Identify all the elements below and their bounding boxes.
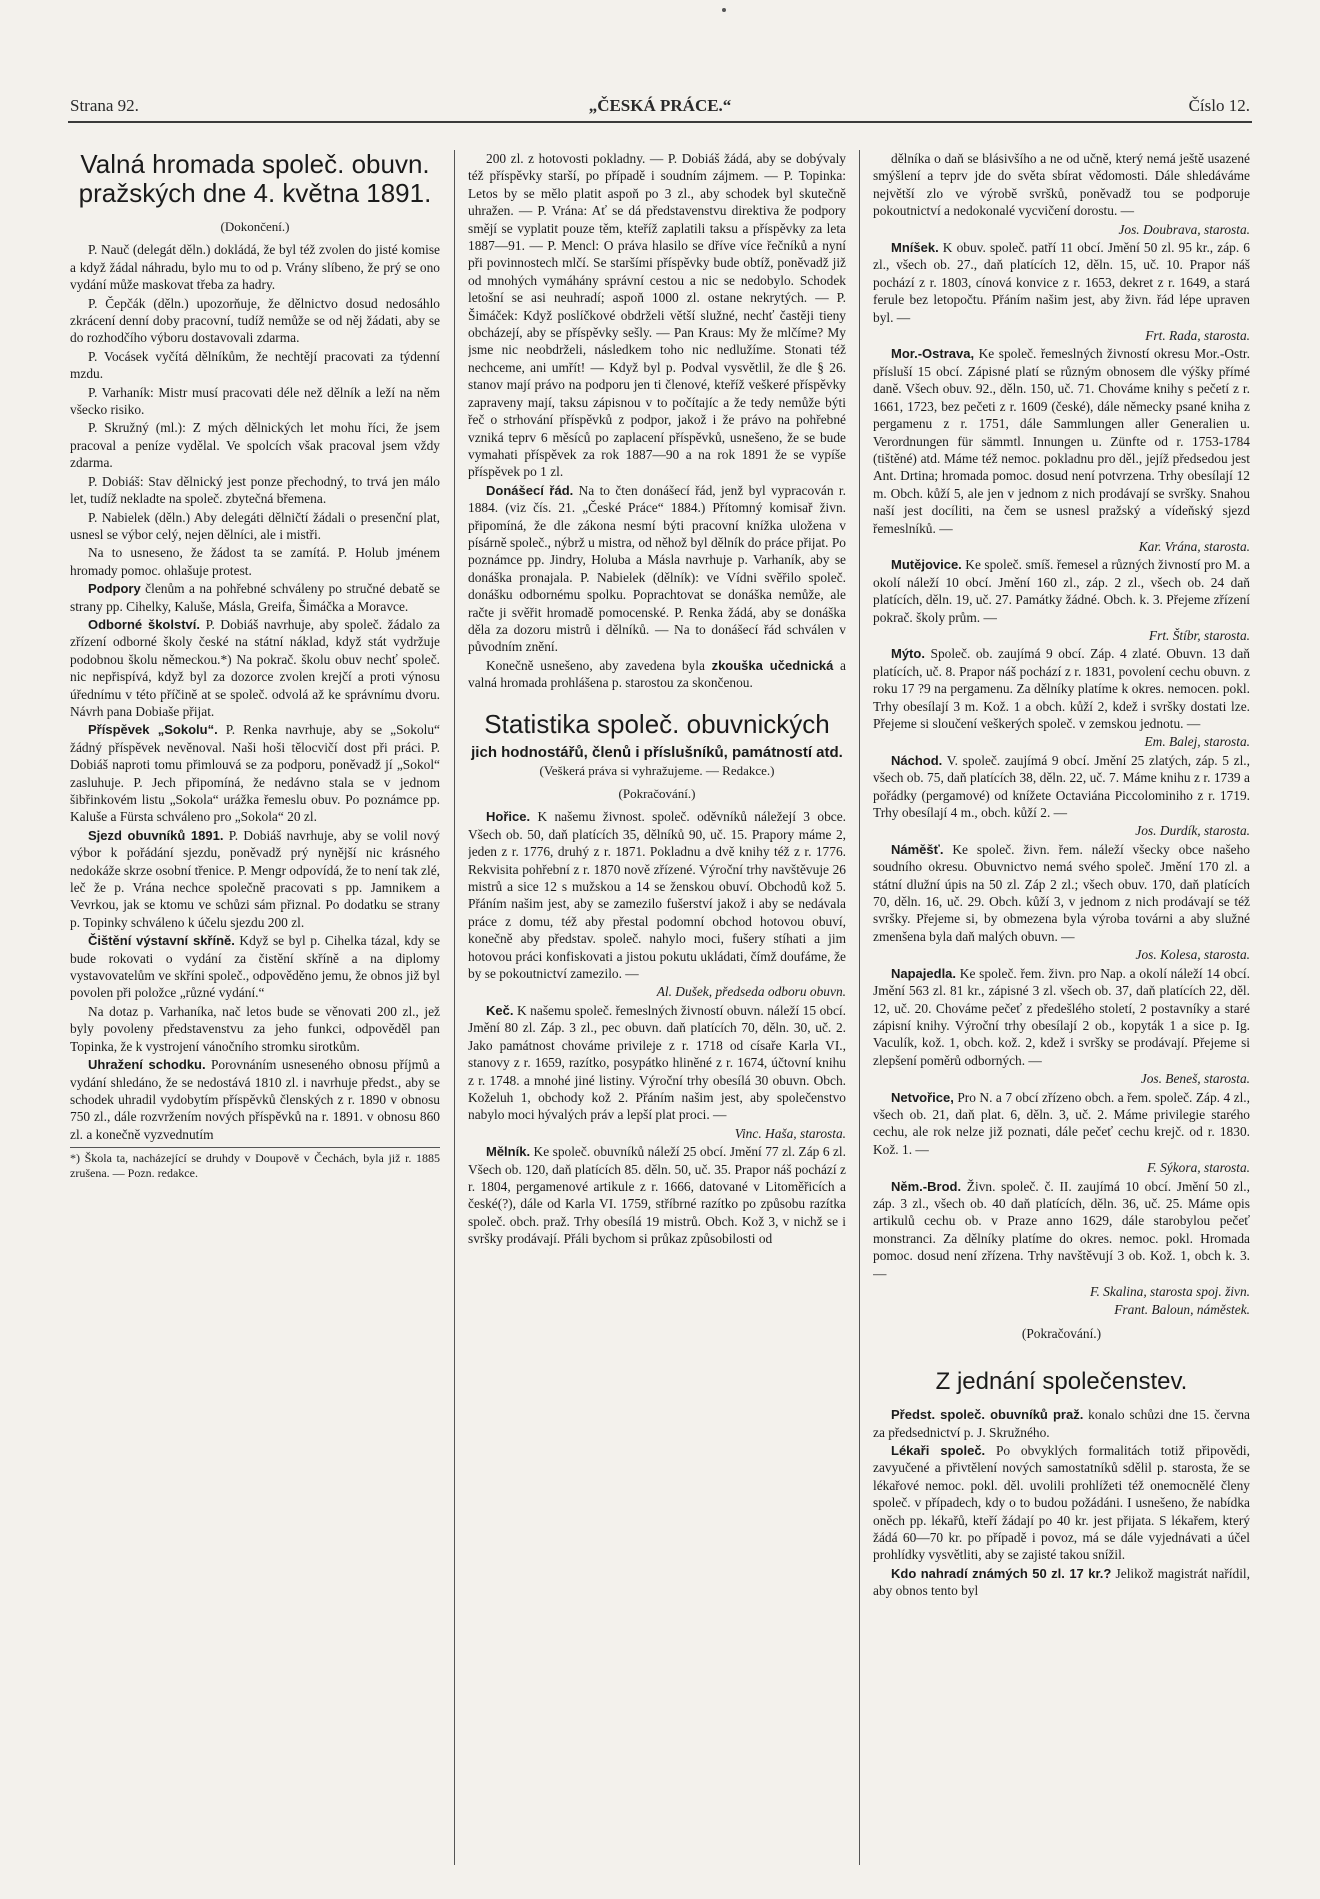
statistics-entries bbox=[873, 239, 1250, 1300]
paragraph: P. Nabielek (děln.) Aby delegáti dělničtí žádali o presenční plat, usnesl se výbor celý, nejen dělníci, ale i mistři. bbox=[70, 509, 440, 542]
skrin-paragraph bbox=[70, 932, 440, 1002]
column-divider-1 bbox=[454, 150, 455, 1865]
proceedings-entry bbox=[873, 1565, 1250, 1600]
proceedings-heading: Lékaři společ. bbox=[891, 1443, 986, 1459]
zkouska-pre: Konečně usnešeno, aby zavedena byla bbox=[486, 657, 712, 673]
entry-text: K našemu živnost. společ. oděvníků náležejí 3 obce. Všech ob. 50, daň platících 35, dělníků 90, uč. 15. Prapory máme 2, jeden z r. 1776, druhý z r. 1871. Pokladnu a dvě knihy též z r. 1776. Rekvisita pohřební z r. 1870 nově zřízené. Výroční trhy navštěvuje 26 mistrů a sice 12 s mužskou a 14 se ženskou obuví. Obchodů kož 5. Přáním našim jest, aby se zamezilo fušerství jakož i aby se nedávala práce z domu, též aby přestal podomní obchod hotovou obuví, konečně aby představ. společ. nahylo moci, fušery stíhati a jim hotovou práci konfiskovati a jistou pokutu ukládati, čímž doufáme, že by se pokoutnictví zamezilo. — bbox=[468, 809, 846, 982]
entry-signature: Em. Balej, starosta. bbox=[1144, 734, 1250, 750]
signature: Jos. Doubrava, starosta. bbox=[1118, 221, 1250, 237]
entry-text: Ke společ. smíš. řemesel a různých živností pro M. a okolí náleží 10 obcí. Jmění 160 zl., záp. 2 zl., všech ob. 24 daň platících, děln. 19, uč. 27. Památky žádné. Obch. k. 3. Přejeme zřízení pokrač. školy prům. — bbox=[873, 557, 1250, 625]
continued-note: (Pokračování.) bbox=[618, 786, 696, 801]
entry-text: V. společ. zaujímá 9 obcí. Jmění 25 zlatých, záp. 5 zl., všech ob. 75, daň platících 38, děln. 22, uč. 7. Máme knihu z r. 1739 a pořádky (pergamové) od knížete Octaviána Piccolominiho z r. 1719. Trhy obesílají 4 m., obch. kůží 2. — bbox=[873, 752, 1250, 821]
podpory-text: členům a na pohřebné schváleny po stručné debatě se strany pp. Cihelky, Kaluše, Másla, Greifa, Šimáčka a Moravce. bbox=[70, 581, 440, 614]
paragraph: P. Vocásek vyčítá dělníkům, že nechtějí pracovati za týdenní mzdu. bbox=[70, 348, 440, 382]
skrin-heading: Čištění výstavní skříně. bbox=[88, 933, 235, 949]
sokol-text: P. Renka navrhuje, aby se „Sokolu“ žádný příspěvek nevěnoval. Naši hoši tělocvičí dost při práci. P. Dobiáš naproti tomu přimlouvá se za podporu, poněvadž jí „Sokol“ zasluhuje. P. Jech připomíná, že nedávno stala se v jednom šibřinkovém listu „Sokola“ urážka řemeslu obuv. Po poznámce pp. Kaluše a Fürsta schváleno pro „Sokola“ 20 zl. bbox=[70, 722, 440, 825]
statistics-entry bbox=[468, 808, 846, 982]
statistics-entry bbox=[873, 645, 1250, 732]
paragraph: P. Čepčák (děln.) upozorňuje, že dělnictvo dosud nedosáhlo zkrácení denní doby pracovní, tudíž nemůže se od něj žádati, aby se do rozhodčího výboru dostavovali zdarma. bbox=[70, 295, 440, 346]
article-title: Valná hromada společ. obuvn. pražských dne 4. května 1891. bbox=[78, 150, 432, 208]
paragraph-group bbox=[70, 241, 440, 579]
entry-text: K obuv. společ. patří 11 obcí. Jmění 50 zl. 95 kr., záp. 6 zl., všech ob. 27., daň platících 12, děln. 15, uč. 10. Prapor náš pochází z r. 1803, cínová konvice z r. 1653, dekret z r. 1649, a stará ferule bez letopočtu. Přáním našim jest, aby živn. řád lépe upraven byl. — bbox=[873, 240, 1250, 325]
column-divider-2 bbox=[859, 150, 860, 1865]
statistics-entry bbox=[873, 1089, 1250, 1159]
entry-text: Ke společ. řem. živn. pro Nap. a okolí náleží 14 obcí. Jmění 563 zl. 81 kr., zápisné 3 zl. všech ob. 37, daň platících 22, děl. 12, uč. 20. Chováme pečeť z předešlého století, 2 postavníky a staré zápisní knihy. Výroční trhy obesílají 2 ob., kopyták 1 a sice p. Ig. Vaculík, kož. 1, obch. kož. 2, kdež i svršky se prodávají. Přejeme si zlepšení poměrů odborných. — bbox=[873, 965, 1250, 1068]
entry-heading: Náměšť. bbox=[891, 841, 944, 857]
sjezd-text: P. Dobiáš navrhuje, aby se volil nový výbor k pořádání sjezdu, poněvadž prý nynější nic krásného nedokáže skrze osobní třenice. P. Mengr odpovídá, že to není tak zlé, leč že p. Vrána nechce společně pracovati s pp. Jamnikem a Vevrkou, jak se ktomu ve schůzi sám přiznal. Po dodatku se strany p. Topinky schváleno k účelu sjezdu 200 zl. bbox=[70, 827, 440, 930]
signature-deputy: Frant. Baloun, náměstek. bbox=[1114, 1302, 1250, 1318]
paragraph: Na to usneseno, že žádost ta se zamítá. P. Holub jménem hromady pomoc. ohlašuje protest. bbox=[70, 545, 440, 578]
proceedings-entry bbox=[873, 1442, 1250, 1564]
page-number: Strana 92. bbox=[70, 96, 139, 115]
sjezd-paragraph bbox=[70, 827, 440, 931]
entry-signature: F. Skalina, starosta spoj. živn. bbox=[1090, 1284, 1250, 1299]
statistics-entry bbox=[873, 1178, 1250, 1282]
entry-signature: Kar. Vrána, starosta. bbox=[1138, 538, 1250, 554]
newspaper-title: „ČESKÁ PRÁCE.“ bbox=[588, 96, 732, 115]
entry-signature: Jos. Durdík, starosta. bbox=[1135, 823, 1250, 839]
continuation-paragraph: dělníka o daň se blásivšího a ne od učně, který nemá ještě usazené smýšlení a teprv jde do světa sbírat vědomosti. Dále shledáváme největší zlo ve výrobě svršků, poněvadž tou se podporuje pokoutnictví a nedokonalé vycvičení dorostu. — bbox=[873, 151, 1250, 219]
entry-text: Živn. společ. č. II. zaujímá 10 obcí. Jmění 50 zl., záp. 3 zl., všech ob. 40 daň platících, děln. 36, uč. 25. Máme opis artikulů cechu ob. v Praze anno 1629, dále starobylou pečeť monstranci. Za dělníky platíme do okres. nemoc. pokl. Hromada pomoc. dosud není zřízena. Trhy navštěvují 3 ob. Kož. 1, obch k. 3. — bbox=[873, 1178, 1250, 1281]
sokol-heading: Příspěvek „Sokolu“. bbox=[88, 722, 218, 738]
page-header bbox=[70, 96, 1250, 120]
proceedings-text: Jelikož magistrát nařídil, aby obnos tento byl bbox=[873, 1565, 1250, 1599]
statistics-entry bbox=[873, 345, 1250, 536]
zkouska-paragraph bbox=[468, 657, 846, 692]
entry-heading: Netvořice, bbox=[891, 1089, 954, 1105]
paragraph: P. Nauč (delegát děln.) dokládá, že byl též zvolen do jisté komise a když žádal náhradu, bylo mu to od p. Vrány slíbeno, že prý se ono vydání může maskovat třeba za hadry. bbox=[70, 242, 440, 293]
proceedings-text: Po obvyklých formalitách totiž připovědi, zavyučené a přivtělení nových samostatníků sdělil p. starosta, že se lékařové nemoc. pokl. děl. uvolili prohlížeti též onemocnělé členy společ. v případech, kdy o to budou požádáni. I usnešeno, že nabídka oněch pp. lékařů, kteří žádají po 40 kr. jest přijata. S lékařem, který žádá 60—70 kr. po případě i povoz, má se dále vyjednávati a účel prohlídky vysvětliti, aby se zajisté takou snížil. bbox=[873, 1443, 1250, 1563]
column-3 bbox=[873, 150, 1250, 1865]
entry-heading: Mor.-Ostrava, bbox=[891, 346, 975, 362]
column-1 bbox=[70, 150, 440, 1865]
entry-heading: Mýto. bbox=[891, 646, 925, 662]
entry-heading: Hořice. bbox=[486, 809, 531, 825]
entry-heading: Náchod. bbox=[891, 752, 943, 768]
statistics-subtitle: jich hodnostářů, členů i příslušníků, památností atd. bbox=[471, 743, 843, 761]
continuation-paragraph: 200 zl. z hotovosti pokladny. — P. Dobiáš žádá, aby se dobývaly též příspěvky starší, po případě i soudním zájmem. — P. Topinka: Letos by se mělo platit aspoň po 3 zl., aby schodek byl skutečně uhražen. — P. Vrána: Ať se dá představenstvu direktiva že podpory smějí se vyplatit pouze těm, kteříž zaplatili taksu a příspěvky za leta 1887—91. — P. Mencl: O práva hlasilo se dříve více řečníků a nyní při povinnostech mlčí. Se staršími příspěvky bude obtíž, poněvadž již od mnohých vymáhány správní cestou a nic se nedobylo. Schodek letošní se asi neuhradí; aspoň 1000 zl. ostane nekrytých. — P. Šimáček: Když poslíčkové obdrželi větší služné, nechť častěji tieny obcházejí, aby se příspěvky sešly. — Pan Kraus: My že mlčíme? My jsme nic neobdrželi, následkem toho nic nedlužíme. Stonati též nechceme, ani umřít! — Když byl p. Podval vysvětlil, že dle § 26. stanov mají právo na podporu jen ti členové, kteříž veškeré příspěvky zapraveny mají, taksu zápisnou v to počítajíc a že tedy nemůže býti řeč o strhování příspěvků z podpor, jakož i že právo na pohřebné vzniká teprv 6 měsíců po zaplacení příspěvků, usnešeno, že se bude vymahati příspěvek za rok 1887—90 a na rok 1891 že se vypíše příspěvek po 1 zl. bbox=[468, 151, 846, 480]
donaseci-paragraph bbox=[468, 482, 846, 656]
zkouska-heading: zkouška učednická bbox=[711, 657, 834, 673]
paragraph: P. Dobiáš: Stav dělnický jest ponze přechodný, to trvá jen málo let, tudíž nekladte na společ. zbytečná břemena. bbox=[70, 473, 440, 507]
proceedings-entries bbox=[873, 1406, 1250, 1599]
footnote: *) Škola ta, nacházející se druhdy v Doupově v Čechách, byla již r. 1885 zrušena. — Pozn. redakce. bbox=[70, 1147, 440, 1181]
entry-heading: Mělník. bbox=[486, 1144, 531, 1160]
entry-heading: Keč. bbox=[486, 1002, 514, 1018]
paragraph: P. Skružný (ml.): Z mých dělnických let mohu říci, že jsem pracoval a peníze vydělal. Ve spolcích však pracoval jsem vždy zdarma. bbox=[70, 420, 440, 471]
statistics-title: Statistika společ. obuvnických bbox=[484, 708, 830, 739]
entry-heading: Mutějovice. bbox=[891, 557, 962, 573]
entry-signature: Jos. Kolesa, starosta. bbox=[1135, 947, 1250, 963]
podpory-heading: Podpory bbox=[88, 581, 141, 597]
skrin-text: Když se byl p. Cihelka tázal, kdy se bude rokovati o vydání za čistění skříně a na diplomy vystavovatelům ve skříni společ., odpověděno jemu, že obnos již byl povolen při položce „různé vydání.“ bbox=[70, 933, 440, 1001]
print-speck bbox=[722, 8, 726, 12]
statistics-entry bbox=[873, 556, 1250, 626]
zkouska-text: a valná hromada prohlášena p. starostou za skončenou. bbox=[468, 657, 846, 691]
proceedings-heading: Kdo nahradí známých 50 zl. 17 kr.? bbox=[891, 1565, 1112, 1581]
statistics-entry bbox=[873, 841, 1250, 945]
entry-signature: Frt. Rada, starosta. bbox=[1145, 328, 1250, 344]
proceedings-heading: Předst. společ. obuvníků praž. bbox=[891, 1407, 1084, 1423]
skolstvi-text: P. Dobiáš navrhuje, aby společ. žádalo za zřízení odborné školy české na státní náklad, když stát vydržuje podobnou školu německou.*) Na pokrač. školu obuv nechť společ. nic nepřispívá, když byl za dozorce zvolen krejčí a proti výnosu úřednímu v této příčině at se společ. odvolá až ke správnímu dvoru. Návrh pana Dobiaše přijat. bbox=[70, 616, 440, 719]
podpory-paragraph bbox=[70, 580, 440, 615]
uhrazeni-text: Porovnáním usneseného obnosu příjmů a vydání shledáno, že se nedostává 1810 zl. i navrhuje předst., aby se schodek uhradil vydobytím příspěvků členských z r. 1890 v obnosu 750 zl., dále rozvržením nových příspěvků na r. 1891. v obnosu 860 zl. a konečně vyzvednutím bbox=[70, 1057, 440, 1142]
entry-text: Ke společ. obuvníků náleží 25 obcí. Jmění 77 zl. Záp 6 zl. Všech ob. 120, daň platících 85. děln. 50, uč. 35. Prapor náš pochází z r. 1804, pergamenové artikule z r. 1666, datované v Litoměřicích a české(?), dále od Karla VI. 1759, stříbrné razítko po způsobu razítka společ. obch. praž. Trhy obesílá 19 mistrů. Obch. Kož 3, v nichž se i svršky prodávají. Přáli bychom si průkaz způsobilosti od bbox=[468, 1144, 846, 1247]
column-2 bbox=[468, 150, 846, 1865]
entry-text: Pro N. a 7 obcí zřízeno obch. a řem. společ. Záp. 4 zl., všech ob. 21, daň plat. 6, děln. 3, uč. 2. Máme privilegie starého cechu, ale rok nelze již poznati, dále pečeť cechu krejč. od r. 1830. Kož. 1. — bbox=[873, 1089, 1250, 1157]
rights-note: (Veškerá práva si vyhražujeme. — Redakce.) bbox=[539, 762, 775, 778]
entry-heading: Něm.-Brod. bbox=[891, 1178, 962, 1194]
proceedings-title: Z jednání společenstev. bbox=[935, 1368, 1188, 1396]
header-rule bbox=[68, 121, 1252, 123]
entry-signature: Vinc. Haša, starosta. bbox=[734, 1125, 846, 1141]
skolstvi-paragraph bbox=[70, 616, 440, 720]
entry-signature: Al. Dušek, předseda odboru obuvn. bbox=[656, 984, 846, 1000]
entry-heading: Napajedla. bbox=[891, 965, 957, 981]
continued-note: (Pokračování.) bbox=[1021, 1325, 1102, 1341]
entry-text: Společ. ob. zaujímá 9 obcí. Záp. 4 zlaté. Obuvn. 13 daň platících, uč. 8. Prapor náš pochází z r. 1831, povolení cechu obuvn. z roku 17 ?9 na pergamenu. Za dělníky platíme k okres. nemocen. pokl. Trhy obesílají 3 m. Kož. 1 a obch. kůží 2, kdež i svršky dostati lze. Přejeme si sloučení veškerých společ. v zemskou jednotu. — bbox=[873, 646, 1250, 731]
skolstvi-heading: Odborné školství. bbox=[88, 616, 201, 632]
donaseci-text: Na to čten donášecí řád, jenž byl vypracován r. 1884. (viz čís. 21. „České Práce“ 1884.) Přítomný komisař živn. připomíná, že dle zákona nesmí býti pracovní knížka uložena v písárně společ., nýbrž u mistra, od něhož byl dělník do práce přijat. Po poznámce pp. Jindry, Holuba a Másla navrhuje p. Varhaník, aby se donáška pronajala. P. Nabielek (dělník): ve Vídni svěřilo společ. donášku odbornému spolku. Poprachtovat se donáška nemůže, ale račte ji svěřit hromadě pomocenské. P. Renka žádá, aby se donáška děla za dozoru mistrů i dělníků. — Na to donášecí řád schválen v původním znění. bbox=[468, 482, 846, 655]
uhrazeni-paragraph bbox=[70, 1056, 440, 1143]
entry-signature: F. Sýkora, starosta. bbox=[1146, 1160, 1250, 1176]
uhrazeni-heading: Uhražení schodku. bbox=[88, 1057, 206, 1073]
sokol-paragraph bbox=[70, 721, 440, 825]
entry-text: Ke společ. živn. řem. náleží všecky obce našeho soudního okresu. Obuvnictvo nemá svého společ. Jmění 170 zl. a státní dlužní úpis na 50 zl. Záp 2 zl.; všech obuv. 170, daň platících 70, děln. 16, uč. 29. Obch. kůží 3, v jednom z nich prodávají se též svršky. Přejeme si, by obmezena byla výroba továrni a aby služné zmenšena byla daň malých obuvn. — bbox=[873, 841, 1250, 944]
dotaz-paragraph: Na dotaz p. Varhaníka, nač letos bude se věnovati 200 zl., jež byly povoleny představenstvu za jeho funkci, odpověděl pan Topinka, že k vystrojení vánočního stromku sirotkům. bbox=[70, 1003, 440, 1054]
donaseci-heading: Donášecí řád. bbox=[486, 482, 574, 498]
entry-heading: Mníšek. bbox=[891, 240, 939, 256]
statistics-entry bbox=[873, 239, 1250, 326]
statistics-entry bbox=[873, 965, 1250, 1069]
proceedings-entry bbox=[873, 1406, 1250, 1441]
entry-text: Ke společ. řemeslných živností okresu Mor.-Ostr. přísluší 15 obcí. Zápisné platí se různým obnosem dle výšky přímé daně. Všech obuv. 92., děln. 150, uč. 71. Chováme knihy s pečetí z r. 1661, 1723, bez pečeti z r. 1609 (české), dále německy psané kniha z pergamenu z r. 1751, dále Sammlungen aller Generalien u. Verordnungen für sämmtl. Innungen u. Zünfte od r. 1753-1784 (tištěné) atd. Máme též nemoc. pokladnu pro děl., jejíž předsedou jest Ant. Drtina; hromada pomoc. dosud není potvrzena. Trhy obesílají 12 m. Obch. kůží 5, ale jen v jednom z nich prodávají se svršky. Snahou naší jest docíliti, na čem se usnesl pražský a vídeňský sjezd řemeslníků. — bbox=[873, 346, 1250, 536]
statistics-entry bbox=[468, 1143, 846, 1247]
entry-signature: Jos. Beneš, starosta. bbox=[1140, 1071, 1250, 1087]
statistics-entries bbox=[468, 808, 846, 1247]
paragraph: P. Varhaník: Mistr musí pracovati déle než dělník a leží na něm všecko risiko. bbox=[70, 384, 440, 418]
sjezd-heading: Sjezd obuvníků 1891. bbox=[88, 827, 224, 843]
article-subtitle: (Dokončení.) bbox=[220, 219, 290, 234]
entry-signature: Frt. Štíbr, starosta. bbox=[1148, 627, 1250, 643]
statistics-entry bbox=[468, 1002, 846, 1124]
entry-text: K našemu společ. řemeslných živností obuvn. náleží 15 obcí. Jmění 80 zl. Záp. 3 zl., pec obuvn. daň platících 70, děln. 30, uč. 2. Jako památnost chováme privileje z r. 1718 od císaře Karla VI., stanovy z r. 1659, razítko, posypátko hliněné z r. 1674, účtovní knihu z r. 1748. a mnohé jiné listiny. Výroční trhy obesílá 30 obuvn. Obch. Koželuh 1, obchody kož 2. Přáním našim jest, aby společenstvo nabylo moci hývalých práv a lepší plat proci. — bbox=[468, 1002, 846, 1123]
issue-number: Číslo 12. bbox=[1188, 96, 1250, 115]
proceedings-text: konalo schůzi dne 15. června za předsednictví p. J. Skružného. bbox=[873, 1407, 1250, 1440]
statistics-entry bbox=[873, 752, 1250, 822]
